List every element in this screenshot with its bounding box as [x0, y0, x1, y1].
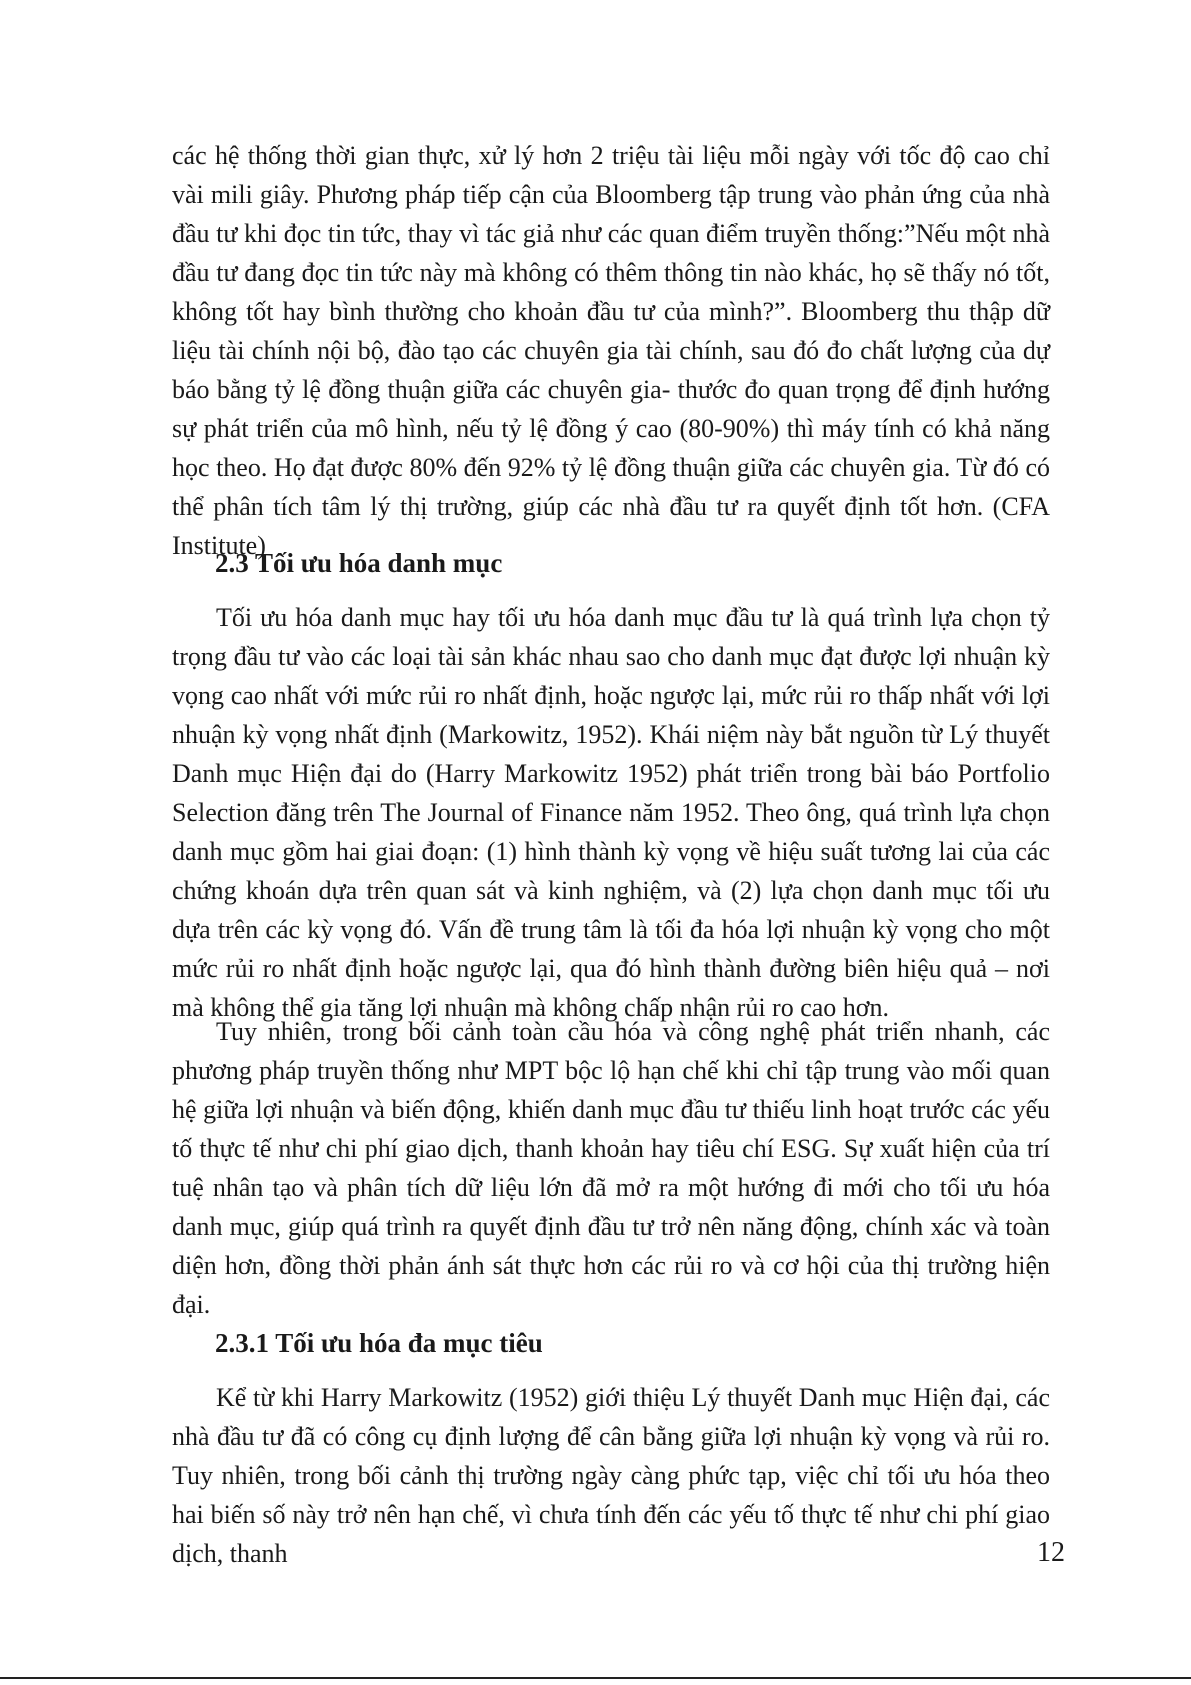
section-heading-2-3-1: 2.3.1 Tối ưu hóa đa mục tiêu [215, 1328, 543, 1358]
page-number: 12 [1037, 1537, 1065, 1568]
section-heading-2-3: 2.3 Tối ưu hóa danh mục [215, 548, 503, 578]
paragraph-bloomberg: các hệ thống thời gian thực, xử lý hơn 2 triệu tài liệu mỗi ngày với tốc độ cao chỉ vài mili giây. Phương pháp tiếp cận của Bloomberg tập trung vào phản ứng của nhà đầu tư khi đọc tin tức, thay vì tác giả như các quan điểm truyền thống:”Nếu một nhà đầu tư đang đọc tin tức này mà không có thêm thông tin nào khác, họ sẽ thấy nó tốt, không tốt hay bình thường cho khoản đầu tư của mình?”. Bloomberg thu thập dữ liệu tài chính nội bộ, đào tạo các chuyên gia tài chính, sau đó đo chất lượng của dự báo bằng tỷ lệ đồng thuận giữa các chuyên gia- thước đo quan trọng để định hướng sự phát triển của mô hình, nếu tỷ lệ đồng ý cao (80-90%) thì máy tính có khả năng học theo. Họ đạt được 80% đến 92% tỷ lệ đồng thuận giữa các chuyên gia. Từ đó có thể phân tích tâm lý thị trường, giúp các nhà đầu tư ra quyết định tốt hơn. (CFA Institute) [172, 141, 1050, 560]
paragraph-portfolio-optimization: Tối ưu hóa danh mục hay tối ưu hóa danh mục đầu tư là quá trình lựa chọn tỷ trọng đầu tư vào các loại tài sản khác nhau sao cho danh mục đạt được lợi nhuận kỳ vọng cao nhất với mức rủi ro nhất định, hoặc ngược lại, mức rủi ro thấp nhất với lợi nhuận kỳ vọng nhất định (Markowitz, 1952). Khái niệm này bắt nguồn từ Lý thuyết Danh mục Hiện đại do (Harry Markowitz 1952) phát triển trong bài báo Portfolio Selection đăng trên The Journal of Finance năm 1952. Theo ông, quá trình lựa chọn danh mục gồm hai giai đoạn: (1) hình thành kỳ vọng về hiệu suất tương lai của các chứng khoán dựa trên quan sát và kinh nghiệm, và (2) lựa chọn danh mục tối ưu dựa trên các kỳ vọng đó. Vấn đề trung tâm là tối đa hóa lợi nhuận kỳ vọng cho một mức rủi ro nhất định hoặc ngược lại, qua đó hình thành đường biên hiệu quả – nơi mà không thể gia tăng lợi nhuận mà không chấp nhận rủi ro cao hơn. [172, 603, 1050, 1022]
footer-divider [0, 1677, 1191, 1679]
paragraph-mpt-limitations: Tuy nhiên, trong bối cảnh toàn cầu hóa và công nghệ phát triển nhanh, các phương pháp truyền thống như MPT bộc lộ hạn chế khi chỉ tập trung vào mối quan hệ giữa lợi nhuận và biến động, khiến danh mục đầu tư thiếu linh hoạt trước các yếu tố thực tế như chi phí giao dịch, thanh khoản hay tiêu chí ESG. Sự xuất hiện của trí tuệ nhân tạo và phân tích dữ liệu lớn đã mở ra một hướng đi mới cho tối ưu hóa danh mục, giúp quá trình ra quyết định đầu tư trở nên năng động, chính xác và toàn diện hơn, đồng thời phản ánh sát thực hơn các rủi ro và cơ hội của thị trường hiện đại. [172, 1017, 1050, 1319]
paragraph-multi-objective: Kể từ khi Harry Markowitz (1952) giới thiệu Lý thuyết Danh mục Hiện đại, các nhà đầu tư đã có công cụ định lượng để cân bằng giữa lợi nhuận kỳ vọng và rủi ro. Tuy nhiên, trong bối cảnh thị trường ngày càng phức tạp, việc chỉ tối ưu hóa theo hai biến số này trở nên hạn chế, vì chưa tính đến các yếu tố thực tế như chi phí giao dịch, thanh [172, 1383, 1050, 1568]
